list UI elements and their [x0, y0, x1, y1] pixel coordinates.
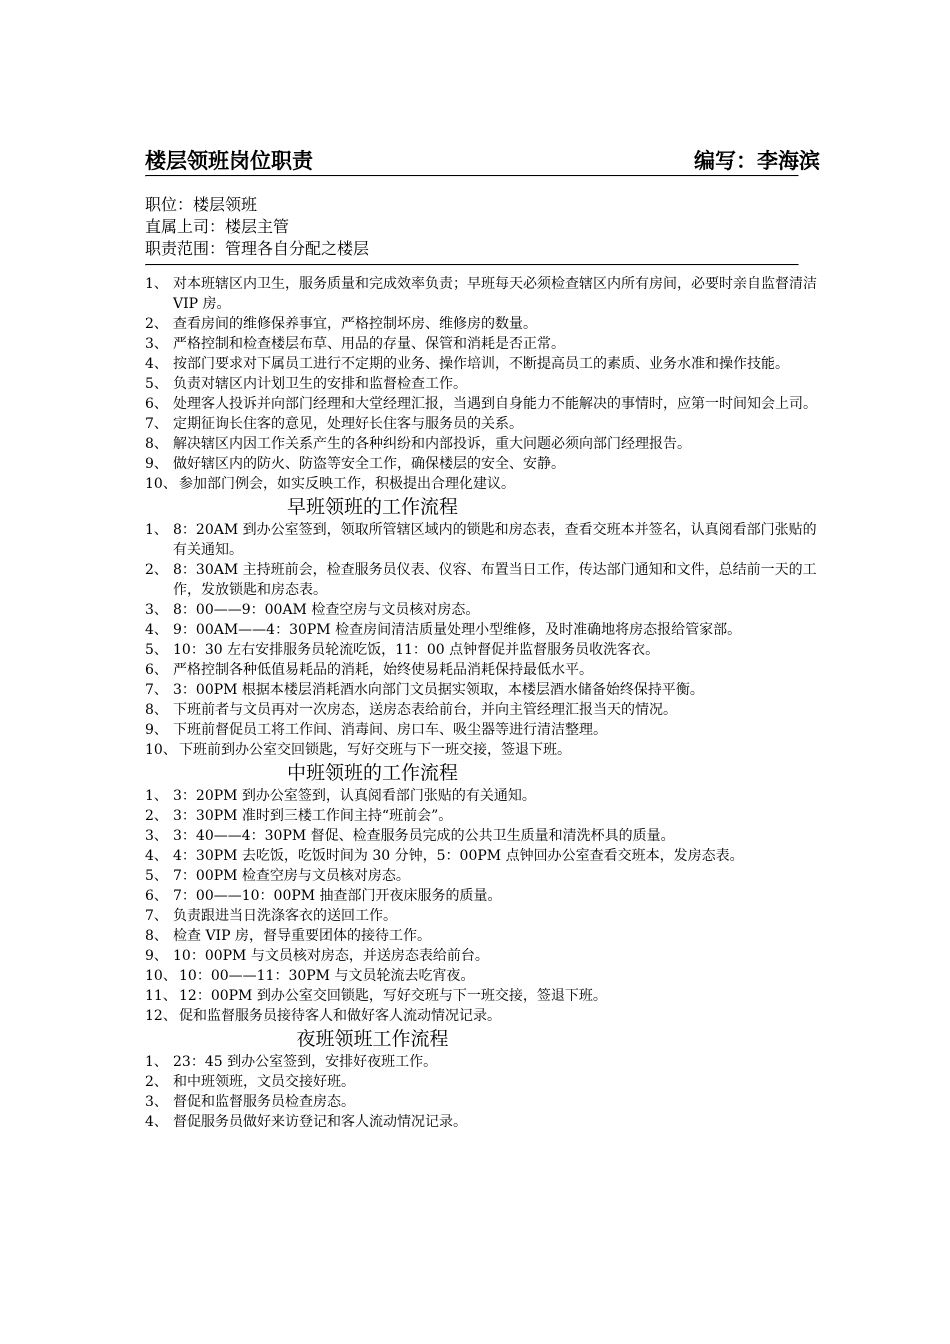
list-item	[145, 660, 820, 680]
item-text: 10：30 左右安排服务员轮流吃饭，11：00 点钟督促并监督服务员收洗客衣。	[173, 642, 660, 658]
item-text: 3：20PM 到办公室签到，认真阅看部门张贴的有关通知。	[173, 788, 536, 804]
list-item	[145, 966, 820, 986]
workflow-sections	[145, 495, 820, 1132]
item-text: 10：00——11：30PM 与文员轮流去吃宵夜。	[179, 968, 475, 984]
item-number: 2、	[145, 316, 168, 332]
item-text: 做好辖区内的防火、防盗等安全工作，确保楼层的安全、安静。	[173, 456, 565, 472]
list-item	[145, 866, 820, 886]
item-number: 1、	[145, 1054, 168, 1070]
item-number: 4、	[145, 622, 168, 638]
list-item	[145, 1006, 820, 1026]
item-text: 8：00——9：00AM 检查空房与文员核对房态。	[173, 602, 480, 618]
item-number: 1、	[145, 276, 168, 292]
workflow-section	[145, 495, 820, 760]
author-label: 编写：李海滨	[694, 149, 820, 173]
item-text: 解决辖区内因工作关系产生的各种纠纷和内部投诉，重大问题必须向部门经理报告。	[173, 436, 691, 452]
list-item	[145, 374, 820, 394]
item-text: 下班前者与文员再对一次房态，送房态表给前台，并向主管经理汇报当天的情况。	[173, 702, 677, 718]
item-number: 2、	[145, 808, 168, 824]
item-text: 7：00PM 检查空房与文员核对房态。	[173, 868, 410, 884]
list-item	[145, 274, 820, 314]
item-text: 定期征询长住客的意见，处理好长住客与服务员的关系。	[173, 416, 523, 432]
item-number: 4、	[145, 1114, 168, 1130]
section-title: 夜班领班工作流程	[296, 1028, 449, 1050]
item-text: 按部门要求对下属员工进行不定期的业务、操作培训，不断提高员工的素质、业务水准和操作技能。	[173, 356, 789, 372]
item-number: 6、	[145, 662, 168, 678]
position-info	[145, 194, 820, 260]
item-number: 10、	[145, 742, 177, 758]
item-number: 1、	[145, 788, 168, 804]
list-item	[145, 454, 820, 474]
position-line: 职位：楼层领班	[145, 195, 258, 214]
list-item	[145, 314, 820, 334]
item-text: 促和监督服务员接待客人和做好客人流动情况记录。	[179, 1008, 501, 1024]
item-text: 督促服务员做好来访登记和客人流动情况记录。	[173, 1114, 467, 1130]
item-number: 9、	[145, 722, 168, 738]
duties-list	[145, 274, 820, 494]
list-item	[145, 806, 820, 826]
item-text: 督促和监督服务员检查房态。	[173, 1094, 355, 1110]
item-text: 4：30PM 去吃饭，吃饭时间为 30 分钟，5：00PM 点钟回办公室查看交班本，发房态表。	[173, 848, 744, 864]
item-text: 23：45 到办公室签到，安排好夜班工作。	[173, 1054, 438, 1070]
item-number: 5、	[145, 642, 168, 658]
list-item	[145, 334, 820, 354]
list-item	[145, 620, 820, 640]
item-text: 下班前到办公室交回锁匙，写好交班与下一班交接，签退下班。	[179, 742, 571, 758]
item-text: 10：00PM 与文员核对房态，并送房态表给前台。	[173, 948, 489, 964]
item-text: 处理客人投诉并向部门经理和大堂经理汇报，当遇到自身能力不能解决的事情时，应第一时间知会上司。	[173, 396, 817, 412]
list-item	[145, 434, 820, 454]
item-number: 7、	[145, 908, 168, 924]
list-item	[145, 394, 820, 414]
item-number: 9、	[145, 456, 168, 472]
workflow-section	[145, 761, 820, 1026]
item-number: 8、	[145, 436, 168, 452]
workflow-section	[145, 1027, 820, 1132]
item-text: 严格控制各种低值易耗品的消耗，始终使易耗品消耗保持最低水平。	[173, 662, 593, 678]
info-divider	[145, 264, 799, 266]
item-text: 参加部门例会，如实反映工作，积极提出合理化建议。	[179, 476, 515, 492]
item-number: 10、	[145, 476, 177, 492]
item-text: 3：30PM 准时到三楼工作间主持“班前会”。	[173, 808, 453, 824]
list-item	[145, 600, 820, 620]
document-title: 楼层领班岗位职责	[145, 149, 313, 173]
item-number: 12、	[145, 1008, 177, 1024]
list-item	[145, 826, 820, 846]
item-number: 11、	[145, 988, 177, 1004]
list-item	[145, 354, 820, 374]
list-item	[145, 1052, 820, 1072]
list-item	[145, 560, 820, 600]
item-number: 3、	[145, 1094, 168, 1110]
list-item	[145, 640, 820, 660]
list-item	[145, 700, 820, 720]
item-number: 7、	[145, 682, 168, 698]
list-item	[145, 786, 820, 806]
item-number: 2、	[145, 1074, 168, 1090]
list-item	[145, 520, 820, 560]
item-text: 查看房间的维修保养事宜，严格控制坏房、维修房的数量。	[173, 316, 537, 332]
item-text: 12：00PM 到办公室交回锁匙，写好交班与下一班交接，签退下班。	[179, 988, 607, 1004]
item-text: 3：40——4：30PM 督促、检查服务员完成的公共卫生质量和清洗杯具的质量。	[173, 828, 675, 844]
item-number: 8、	[145, 702, 168, 718]
section-steps-list	[145, 786, 820, 1026]
list-item	[145, 414, 820, 434]
item-number: 1、	[145, 522, 168, 538]
list-item	[145, 1072, 820, 1092]
item-number: 3、	[145, 336, 168, 352]
list-item	[145, 740, 820, 760]
document-page	[145, 143, 820, 1132]
item-text: 负责对辖区内计划卫生的安排和监督检查工作。	[173, 376, 467, 392]
list-item	[145, 846, 820, 866]
section-steps-list	[145, 1052, 820, 1132]
title-divider	[145, 175, 799, 177]
list-item	[145, 886, 820, 906]
item-number: 4、	[145, 848, 168, 864]
item-number: 5、	[145, 868, 168, 884]
item-number: 5、	[145, 376, 168, 392]
item-number: 7、	[145, 416, 168, 432]
item-number: 6、	[145, 888, 168, 904]
item-number: 8、	[145, 928, 168, 944]
superior-line: 直属上司：楼层主管	[145, 217, 290, 236]
scope-line: 职责范围：管理各自分配之楼层	[145, 239, 370, 258]
section-title: 早班领班的工作流程	[286, 496, 458, 518]
list-item	[145, 720, 820, 740]
item-text: 8：30AM 主持班前会，检查服务员仪表、仪容、布置当日工作，传达部门通知和文件，总结前一天的工作，发放锁匙和房态表。	[173, 562, 817, 598]
list-item	[145, 906, 820, 926]
item-number: 9、	[145, 948, 168, 964]
item-text: 8：20AM 到办公室签到，领取所管辖区域内的锁匙和房态表，查看交班本并签名，认真阅看部门张贴的有关通知。	[173, 522, 817, 558]
item-number: 3、	[145, 828, 168, 844]
list-item	[145, 986, 820, 1006]
item-text: 7：00——10：00PM 抽查部门开夜床服务的质量。	[173, 888, 502, 904]
list-item	[145, 1112, 820, 1132]
list-item	[145, 946, 820, 966]
item-text: 检查 VIP 房，督导重要团体的接待工作。	[173, 928, 431, 944]
section-title: 中班领班的工作流程	[286, 762, 458, 784]
item-text: 负责跟进当日洗涤客衣的送回工作。	[173, 908, 397, 924]
item-text: 3：00PM 根据本楼层消耗酒水向部门文员据实领取，本楼层酒水储备始终保持平衡。	[173, 682, 704, 698]
item-text: 严格控制和检查楼层布草、用品的存量、保管和消耗是否正常。	[173, 336, 565, 352]
item-text: 下班前督促员工将工作间、消毒间、房口车、吸尘器等进行清洁整理。	[173, 722, 607, 738]
list-item	[145, 680, 820, 700]
item-number: 4、	[145, 356, 168, 372]
section-steps-list	[145, 520, 820, 760]
item-number: 2、	[145, 562, 168, 578]
list-item	[145, 1092, 820, 1112]
list-item	[145, 474, 820, 494]
title-row	[145, 143, 820, 175]
item-text: 9：00AM——4：30PM 检查房间清洁质量处理小型维修，及时准确地将房态报给管家部。	[173, 622, 742, 638]
item-number: 6、	[145, 396, 168, 412]
item-text: 对本班辖区内卫生，服务质量和完成效率负责；早班每天必须检查辖区内所有房间，必要时亲自监督清洁 VIP 房。	[173, 276, 817, 312]
item-number: 3、	[145, 602, 168, 618]
item-number: 10、	[145, 968, 177, 984]
list-item	[145, 926, 820, 946]
item-text: 和中班领班，文员交接好班。	[173, 1074, 355, 1090]
